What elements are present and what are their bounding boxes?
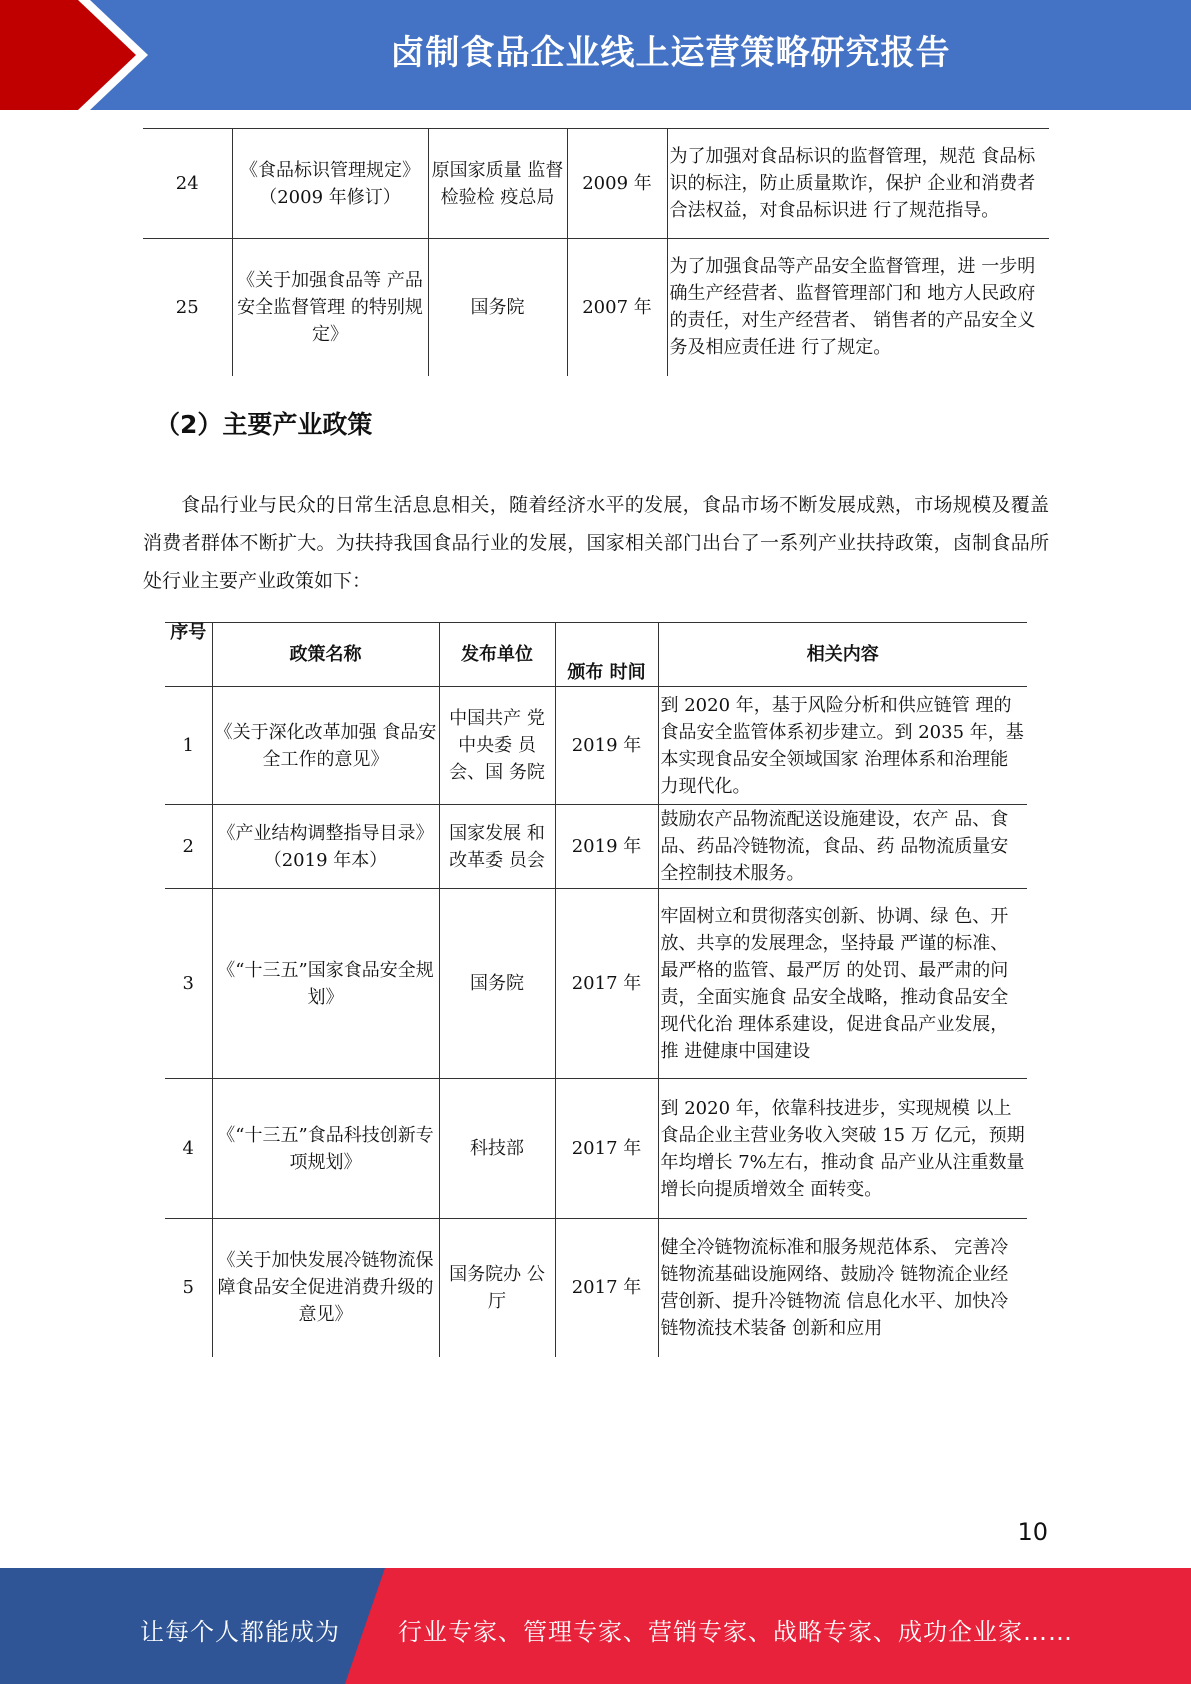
issue-time: 2017 年 bbox=[555, 889, 658, 1079]
table-row bbox=[165, 805, 1027, 889]
document-title: 卤制食品企业线上运营策略研究报告 bbox=[390, 33, 951, 73]
policy-content: 到 2020 年，依靠科技进步，实现规模 以上食品企业主营业务收入突破 15 万 亿元，预期年均增长 7%左右，推动食 品产业从注重数量增长向提质增效全 面转变。 bbox=[658, 1079, 1027, 1219]
row-number: 24 bbox=[143, 129, 232, 239]
table-row bbox=[143, 129, 1049, 239]
column-header-time: 颁布 时间 bbox=[555, 623, 658, 687]
issue-time: 2019 年 bbox=[555, 805, 658, 889]
table-row bbox=[165, 889, 1027, 1079]
row-number: 2 bbox=[165, 805, 212, 889]
row-number: 3 bbox=[165, 889, 212, 1079]
policy-name: 《“十三五”食品科技创新专项规划》 bbox=[212, 1079, 439, 1219]
row-number: 5 bbox=[182, 1277, 194, 1299]
continued-policy-table bbox=[143, 128, 1049, 376]
page-number: 10 bbox=[1017, 1518, 1048, 1546]
industry-policy-table bbox=[165, 622, 1027, 1357]
column-header-content: 相关内容 bbox=[658, 623, 1027, 687]
column-header-issuer: 发布单位 bbox=[439, 623, 555, 687]
issuing-body: 科技部 bbox=[439, 1079, 555, 1219]
policy-name: 《关于深化改革加强 食品安全工作的意见》 bbox=[212, 687, 439, 805]
issue-time: 2019 年 bbox=[555, 687, 658, 805]
column-header-name: 政策名称 bbox=[212, 623, 439, 687]
policy-name: 《食品标识管理规定》（2009 年修订） bbox=[232, 129, 428, 239]
policy-content: 为了加强对食品标识的监督管理，规范 食品标识的标注，防止质量欺诈，保护 企业和消费者合法权益，对食品标识进 行了规范指导。 bbox=[667, 129, 1049, 239]
footer-slogan-left: 让每个人都能成为 bbox=[140, 1618, 340, 1646]
policy-name: 《关于加快发展冷链物流保障食品安全促进消费升级的意见》 bbox=[212, 1219, 439, 1357]
issue-time: 2009 年 bbox=[567, 129, 667, 239]
row-number: 4 bbox=[165, 1079, 212, 1219]
section-paragraph: 食品行业与民众的日常生活息息相关，随着经济水平的发展，食品市场不断发展成熟，市场规模及覆盖消费者群体不断扩大。为扶持我国食品行业的发展，国家相关部门出台了一系列产业扶持政策，卤制食品所处行业主要产业政策如下： bbox=[143, 494, 1049, 592]
row-number: 25 bbox=[175, 296, 199, 318]
issuing-body: 国务院 bbox=[439, 889, 555, 1079]
page-header bbox=[0, 0, 1191, 110]
issuing-body: 原国家质量 监督检验检 疫总局 bbox=[428, 129, 567, 239]
issuing-body: 中国共产 党中央委 员会、国 务院 bbox=[439, 687, 555, 805]
issuing-body: 国务院 bbox=[428, 239, 567, 376]
policy-content: 为了加强食品等产品安全监督管理，进 一步明确生产经营者、监督管理部门和 地方人民政府的责任，对生产经营者、 销售者的产品安全义务及相应责任进 行了规定。 bbox=[667, 239, 1049, 376]
policy-content: 鼓励农产品物流配送设施建设，农产 品、食品、药品冷链物流，食品、药 品物流质量安全控制技术服务。 bbox=[658, 805, 1027, 889]
footer-slogan-right: 行业专家、管理专家、营销专家、战略专家、成功企业家…… bbox=[398, 1618, 1073, 1646]
policy-content: 健全冷链物流标准和服务规范体系、 完善冷链物流基础设施网络、鼓励冷 链物流企业经营创新、提升冷链物流 信息化水平、加快冷链物流技术装备 创新和应用 bbox=[658, 1219, 1027, 1357]
table-row bbox=[165, 687, 1027, 805]
header-red-arrow bbox=[0, 0, 160, 110]
table-row bbox=[165, 1219, 1027, 1357]
issuing-body: 国务院办 公厅 bbox=[439, 1219, 555, 1357]
policy-content: 牢固树立和贯彻落实创新、协调、绿 色、开放、共享的发展理念，坚持最 严谨的标准、最严格的监管、最严厉 的处罚、最严肃的问责，全面实施食 品安全战略，推动食品安全现代化治 理体系建设，促进食品产业发展，推 进健康中国建设 bbox=[658, 889, 1027, 1079]
policy-name: 《产业结构调整指导目录》（2019 年本） bbox=[212, 805, 439, 889]
column-header-number: 序号 bbox=[165, 623, 212, 687]
policy-content: 到 2020 年，基于风险分析和供应链管 理的食品安全监管体系初步建立。到 2035 年，基本实现食品安全领域国家 治理体系和治理能力现代化。 bbox=[658, 687, 1027, 805]
table-row bbox=[143, 239, 1049, 376]
policy-name: 《“十三五”国家食品安全规划》 bbox=[212, 889, 439, 1079]
issue-time: 2007 年 bbox=[567, 239, 667, 376]
policy-name: 《关于加强食品等 产品安全监督管理 的特别规定》 bbox=[232, 239, 428, 376]
row-number: 1 bbox=[165, 687, 212, 805]
issuing-body: 国家发展 和改革委 员会 bbox=[439, 805, 555, 889]
issue-time: 2017 年 bbox=[555, 1079, 658, 1219]
table-header-row bbox=[165, 623, 1027, 687]
issue-time: 2017 年 bbox=[555, 1219, 658, 1357]
section-heading: （2）主要产业政策 bbox=[155, 410, 373, 439]
table-row bbox=[165, 1079, 1027, 1219]
